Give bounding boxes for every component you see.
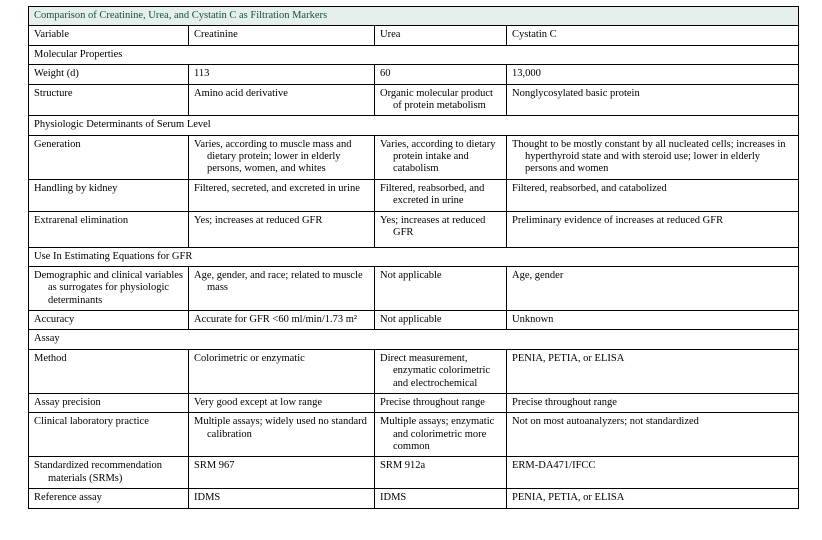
- cell-creatinine: Filtered, secreted, and excreted in urine: [189, 179, 375, 211]
- row-label: Weight (d): [29, 65, 189, 84]
- cell-urea: Precise throughout range: [375, 393, 507, 412]
- table-row: [29, 211, 799, 247]
- section-row: [29, 116, 799, 135]
- cell-cystatin-c: PENIA, PETIA, or ELISA: [507, 349, 799, 393]
- row-label: Accuracy: [29, 311, 189, 330]
- cell-creatinine: Amino acid derivative: [189, 84, 375, 116]
- row-label: Clinical laboratory practice: [29, 413, 189, 457]
- cell-urea: SRM 912a: [375, 457, 507, 489]
- cell-cystatin-c: 13,000: [507, 65, 799, 84]
- section-row: [29, 247, 799, 266]
- table-row: [29, 65, 799, 84]
- cell-urea: Not applicable: [375, 311, 507, 330]
- cell-urea: IDMS: [375, 489, 507, 508]
- cell-creatinine: Very good except at low range: [189, 393, 375, 412]
- section-label: Molecular Properties: [29, 45, 799, 64]
- cell-cystatin-c: Filtered, reabsorbed, and catabolized: [507, 179, 799, 211]
- cell-urea: Direct measurement, enzymatic colorimetric and electrochemical: [375, 349, 507, 393]
- cell-cystatin-c: Not on most autoanalyzers; not standardized: [507, 413, 799, 457]
- table-row: [29, 413, 799, 457]
- cell-urea: Multiple assays; enzymatic and colorimetric more common: [375, 413, 507, 457]
- cell-urea: Filtered, reabsorbed, and excreted in urine: [375, 179, 507, 211]
- row-label: Assay precision: [29, 393, 189, 412]
- column-header-variable: Variable: [29, 26, 189, 45]
- table-body: [29, 7, 799, 509]
- cell-urea: Not applicable: [375, 266, 507, 310]
- cell-creatinine: Multiple assays; widely used no standard calibration: [189, 413, 375, 457]
- row-label: Structure: [29, 84, 189, 116]
- table-row: [29, 457, 799, 489]
- cell-creatinine: Varies, according to muscle mass and dietary protein; lower in elderly persons, women, and whites: [189, 135, 375, 179]
- cell-urea: Yes; increases at reduced GFR: [375, 211, 507, 247]
- row-label: Handling by kidney: [29, 179, 189, 211]
- column-header-cystatin-c: Cystatin C: [507, 26, 799, 45]
- column-header-urea: Urea: [375, 26, 507, 45]
- table-caption: Comparison of Creatinine, Urea, and Cystatin C as Filtration Markers: [29, 7, 799, 26]
- table-row: [29, 489, 799, 508]
- table-row: [29, 311, 799, 330]
- table-caption-row: [29, 7, 799, 26]
- cell-urea: Varies, according to dietary protein intake and catabolism: [375, 135, 507, 179]
- table-row: [29, 393, 799, 412]
- cell-cystatin-c: Nonglycosylated basic protein: [507, 84, 799, 116]
- cell-creatinine: Colorimetric or enzymatic: [189, 349, 375, 393]
- cell-cystatin-c: ERM-DA471/IFCC: [507, 457, 799, 489]
- cell-creatinine: Yes; increases at reduced GFR: [189, 211, 375, 247]
- table-row: [29, 135, 799, 179]
- section-row: [29, 45, 799, 64]
- table-row: [29, 84, 799, 116]
- row-label: Demographic and clinical variables as surrogates for physiologic determinants: [29, 266, 189, 310]
- table-row: [29, 266, 799, 310]
- comparison-table: [28, 6, 799, 509]
- cell-cystatin-c: Preliminary evidence of increases at reduced GFR: [507, 211, 799, 247]
- table-header-row: [29, 26, 799, 45]
- cell-cystatin-c: Age, gender: [507, 266, 799, 310]
- table-row: [29, 349, 799, 393]
- cell-creatinine: Accurate for GFR <60 ml/min/1.73 m²: [189, 311, 375, 330]
- cell-cystatin-c: Thought to be mostly constant by all nucleated cells; increases in hyperthyroid state and with steroid use; lower in elderly persons and women: [507, 135, 799, 179]
- row-label: Reference assay: [29, 489, 189, 508]
- row-label: Method: [29, 349, 189, 393]
- row-label: Generation: [29, 135, 189, 179]
- cell-creatinine: IDMS: [189, 489, 375, 508]
- cell-creatinine: SRM 967: [189, 457, 375, 489]
- section-label: Physiologic Determinants of Serum Level: [29, 116, 799, 135]
- cell-cystatin-c: Unknown: [507, 311, 799, 330]
- table-row: [29, 179, 799, 211]
- cell-cystatin-c: PENIA, PETIA, or ELISA: [507, 489, 799, 508]
- column-header-creatinine: Creatinine: [189, 26, 375, 45]
- row-label: Standardized recommendation materials (SRMs): [29, 457, 189, 489]
- cell-urea: Organic molecular product of protein metabolism: [375, 84, 507, 116]
- cell-urea: 60: [375, 65, 507, 84]
- cell-cystatin-c: Precise throughout range: [507, 393, 799, 412]
- row-label: Extrarenal elimination: [29, 211, 189, 247]
- section-label: Assay: [29, 330, 799, 349]
- section-label: Use In Estimating Equations for GFR: [29, 247, 799, 266]
- section-row: [29, 330, 799, 349]
- cell-creatinine: Age, gender, and race; related to muscle mass: [189, 266, 375, 310]
- cell-creatinine: 113: [189, 65, 375, 84]
